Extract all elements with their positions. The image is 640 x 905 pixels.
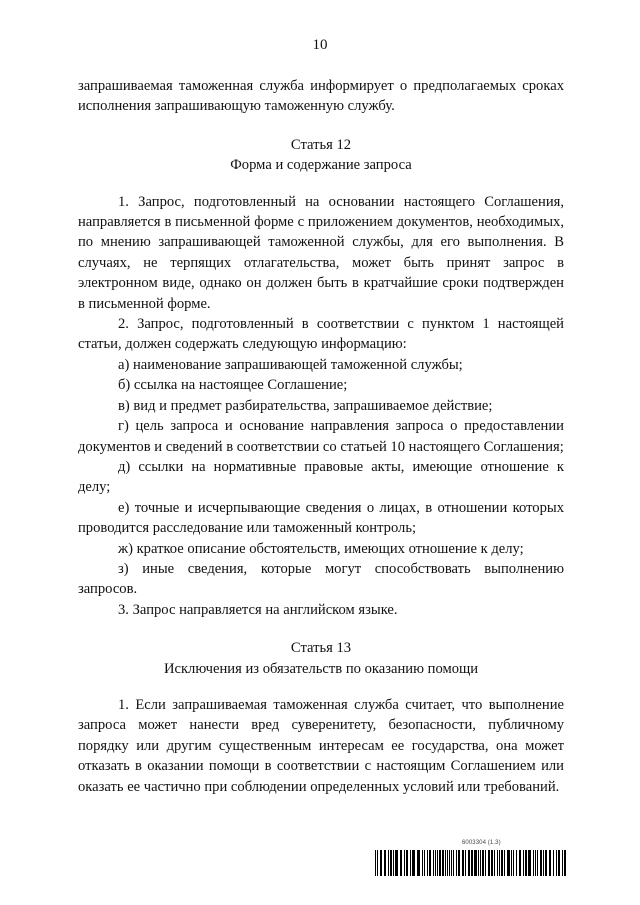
- document-stamp: 6003304 (1.3): [462, 840, 501, 846]
- document-body: [78, 76, 564, 797]
- article-12-header: [78, 135, 564, 176]
- list-item: ж) краткое описание обстоятельств, имеющих отношение к делу;: [118, 540, 524, 557]
- list-item: з) иные сведения, которые могут способствовать выполнению запросов.: [78, 560, 564, 598]
- list-item: е) точные и исчерпывающие сведения о лицах, в отношении которых проводится расследование или таможенный контроль;: [78, 499, 564, 537]
- list-item: в) вид и предмет разбирательства, запрашиваемое действие;: [118, 397, 493, 414]
- intro-paragraph: запрашиваемая таможенная служба информирует о предполагаемых сроках исполнения запрашивающую таможенную службу.: [78, 78, 564, 115]
- list-item: б) ссылка на настоящее Соглашение;: [118, 377, 348, 394]
- article-12-paragraph-2: 2. Запрос, подготовленный в соответствии с пунктом 1 настоящей статьи, должен содержать следующую информацию:: [78, 316, 564, 353]
- article-12-paragraph-3: 3. Запрос направляется на английском языке.: [118, 601, 398, 618]
- page-number: 10: [312, 37, 328, 53]
- article-13-header: [78, 638, 564, 679]
- article-12-heading: Статья 12: [290, 136, 352, 153]
- list-item: д) ссылки на нормативные правовые акты, имеющие отношение к делу;: [78, 458, 564, 496]
- list-item: а) наименование запрашивающей таможенной службы;: [118, 356, 463, 373]
- barcode-icon: [375, 850, 567, 876]
- article-13-subtitle: Исключения из обязательств по оказанию помощи: [163, 660, 479, 677]
- article-13-paragraph-1: 1. Если запрашиваемая таможенная служба считает, что выполнение запроса может нанести вред суверенитету, безопасности, публичному порядку или другим существенным интересам ее государства, она может отказать в оказании помощи в соответствии с настоящим Соглашением или оказать ее частично при соблюдении определенных условий или требований.: [78, 696, 564, 795]
- article-12-subtitle: Форма и содержание запроса: [230, 157, 412, 174]
- article-13-heading: Статья 13: [290, 640, 352, 657]
- list-item: г) цель запроса и основание направления запроса о предоставлении документов и сведений в соответствии со статьей 10 настоящего Соглашения;: [78, 418, 564, 455]
- article-12-paragraph-1: 1. Запрос, подготовленный на основании настоящего Соглашения, направляется в письменной форме с приложением документов, необходимых, по мнению запрашивающей таможенной службы, для его выполнения. В случаях, не терпящих отлагательства, может быть принят запрос в электронном виде, однако он должен быть в кратчайшие сроки подтвержден в письменной форме.: [78, 193, 564, 312]
